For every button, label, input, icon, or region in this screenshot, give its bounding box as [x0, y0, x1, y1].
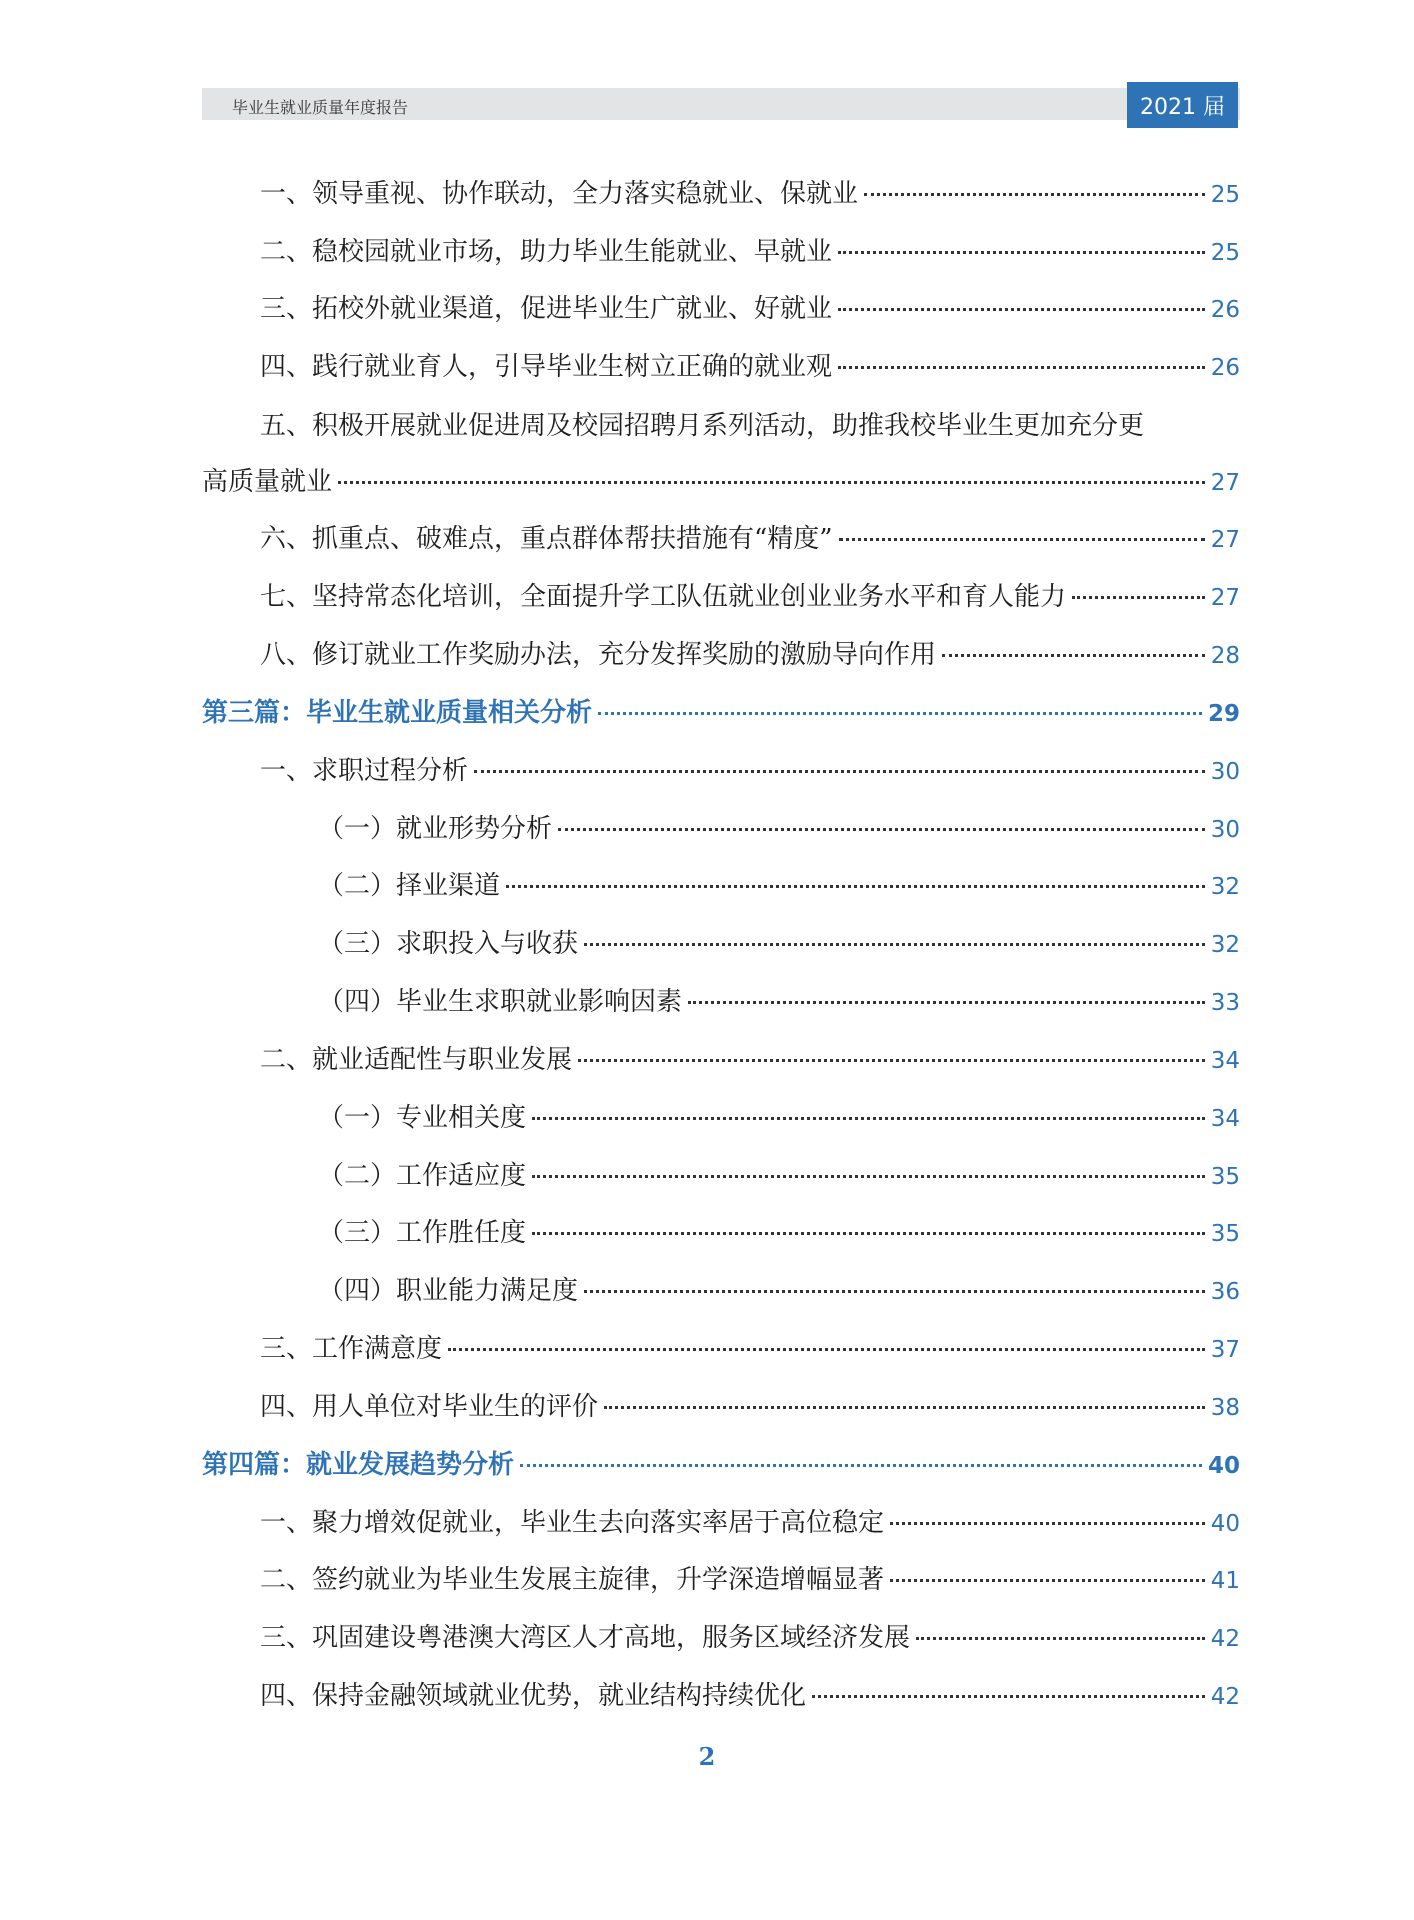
toc-entry[interactable]: [318, 1158, 1240, 1196]
toc-entry-page: 32: [1210, 874, 1240, 900]
toc-entry-title: 八、修订就业工作奖励办法，充分发挥奖励的激励导向作用: [260, 640, 937, 670]
toc-entry[interactable]: [318, 1273, 1240, 1311]
toc-entry[interactable]: [260, 1505, 1240, 1543]
toc-entry-title: （二）择业渠道: [318, 871, 501, 901]
toc-leader-dots: [506, 885, 1205, 888]
toc-entry-title: 四、用人单位对毕业生的评价: [260, 1392, 599, 1422]
toc-entry[interactable]: [260, 1562, 1240, 1600]
toc-entry[interactable]: [260, 349, 1240, 387]
toc-leader-dots: [688, 1001, 1205, 1004]
toc-leader-dots: [532, 1117, 1205, 1120]
toc-entry-title: 三、拓校外就业渠道，促进毕业生广就业、好就业: [260, 294, 833, 324]
toc-entry-title: 一、领导重视、协作联动，全力落实稳就业、保就业: [260, 179, 859, 209]
toc-entry-page: 27: [1210, 527, 1240, 553]
toc-leader-dots: [890, 1522, 1205, 1525]
toc-leader-dots: [890, 1579, 1205, 1582]
toc-entry-title: 三、巩固建设粤港澳大湾区人才高地，服务区域经济发展: [260, 1623, 911, 1653]
toc-entry[interactable]: [260, 176, 1240, 214]
toc-entry[interactable]: [260, 1678, 1240, 1716]
header-title: 毕业生就业质量年度报告: [232, 98, 409, 117]
toc-entry[interactable]: [318, 1100, 1240, 1138]
toc-entry-page: 35: [1210, 1221, 1240, 1247]
toc-entry-page: 30: [1210, 817, 1240, 843]
toc-entry[interactable]: [260, 1331, 1240, 1369]
toc-entry-page: 34: [1210, 1106, 1240, 1132]
toc-entry-page: 36: [1210, 1279, 1240, 1305]
toc-leader-dots: [864, 193, 1205, 196]
toc-leader-dots: [942, 654, 1205, 657]
toc-leader-dots: [532, 1175, 1205, 1178]
toc-entry-title: 高质量就业: [202, 467, 333, 497]
toc-entry-title: （四）职业能力满足度: [318, 1276, 579, 1306]
toc-leader-dots: [338, 481, 1205, 484]
toc-leader-dots: [838, 308, 1205, 311]
toc-entry-page: 34: [1210, 1048, 1240, 1074]
toc-entry-title: 第四篇：就业发展趋势分析: [202, 1450, 515, 1480]
toc-entry[interactable]: [260, 579, 1240, 617]
toc-entry-page: 26: [1210, 355, 1240, 381]
toc-leader-dots: [838, 251, 1205, 254]
toc-entry-title: （三）求职投入与收获: [318, 929, 579, 959]
toc-entry-title: 二、签约就业为毕业生发展主旋律，升学深造增幅显著: [260, 1565, 885, 1595]
toc-entry-title: （一）就业形势分析: [318, 814, 553, 844]
toc-entry-title: 一、聚力增效促就业，毕业生去向落实率居于高位稳定: [260, 1508, 885, 1538]
toc-part-heading[interactable]: [202, 1447, 1240, 1485]
toc-entry-title: 一、求职过程分析: [260, 756, 469, 786]
toc-leader-dots: [584, 943, 1205, 946]
toc-entry-page: 42: [1210, 1684, 1240, 1710]
toc-entry[interactable]: [260, 1389, 1240, 1427]
toc-leader-dots: [604, 1406, 1205, 1409]
year-badge: 2021 届: [1127, 82, 1238, 128]
toc-entry-page: 35: [1210, 1164, 1240, 1190]
toc-leader-dots: [916, 1637, 1205, 1640]
toc-entry-page: 38: [1210, 1395, 1240, 1421]
toc-entry[interactable]: [260, 637, 1240, 675]
toc-entry[interactable]: [260, 1620, 1240, 1658]
toc-entry-title: 七、坚持常态化培训，全面提升学工队伍就业创业业务水平和育人能力: [260, 582, 1067, 612]
toc-entry-page: 42: [1210, 1626, 1240, 1652]
toc-entry-page: 32: [1210, 932, 1240, 958]
toc-entry-title-line1: 五、积极开展就业促进周及校园招聘月系列活动，助推我校毕业生更加充分更: [260, 411, 1145, 441]
toc-leader-dots: [838, 366, 1205, 369]
toc-entry-page: 28: [1210, 643, 1240, 669]
toc-entry[interactable]: [318, 811, 1240, 849]
toc-entry-page: 30: [1210, 759, 1240, 785]
toc-entry-page: 26: [1210, 297, 1240, 323]
toc-entry-title: 四、保持金融领域就业优势，就业结构持续优化: [260, 1681, 807, 1711]
toc-entry-title: （三）工作胜任度: [318, 1218, 527, 1248]
toc-leader-dots: [532, 1232, 1205, 1235]
page-number: 2: [698, 1742, 716, 1771]
toc-leader-dots: [520, 1464, 1202, 1467]
toc-entry-page: 29: [1207, 701, 1240, 727]
toc-leader-dots: [584, 1290, 1205, 1293]
toc-entry[interactable]: [260, 521, 1240, 559]
toc-leader-dots: [448, 1348, 1205, 1351]
toc-entry[interactable]: [260, 753, 1240, 791]
toc-part-heading[interactable]: [202, 695, 1240, 733]
toc-leader-dots: [839, 538, 1205, 541]
toc-entry-page: 25: [1210, 240, 1240, 266]
toc-entry-title: （二）工作适应度: [318, 1161, 527, 1191]
toc-leader-dots: [558, 828, 1205, 831]
toc-entry-page: 27: [1210, 585, 1240, 611]
toc-entry-title: 六、抓重点、破难点，重点群体帮扶措施有“精度”: [260, 524, 833, 554]
toc-entry[interactable]: [318, 1215, 1240, 1253]
toc-entry-title: 四、践行就业育人，引导毕业生树立正确的就业观: [260, 352, 833, 382]
toc-entry[interactable]: [318, 868, 1240, 906]
toc-entry-page: 40: [1207, 1453, 1240, 1479]
toc-entry-title: 三、工作满意度: [260, 1334, 443, 1364]
toc-entry[interactable]: [318, 926, 1240, 964]
toc-entry-title: 第三篇：毕业生就业质量相关分析: [202, 698, 593, 728]
toc-entry-page: 25: [1210, 182, 1240, 208]
toc-leader-dots: [1072, 596, 1205, 599]
toc-leader-dots: [578, 1059, 1205, 1062]
toc-entry[interactable]: [202, 464, 1240, 502]
toc-entry[interactable]: [260, 234, 1240, 272]
toc-entry[interactable]: [260, 1042, 1240, 1080]
toc-leader-dots: [598, 712, 1202, 715]
toc-entry-page: 41: [1210, 1568, 1240, 1594]
toc-leader-dots: [474, 770, 1205, 773]
toc-entry-title: 二、就业适配性与职业发展: [260, 1045, 573, 1075]
toc-entry-page: 33: [1210, 990, 1240, 1016]
toc-entry-page: 27: [1210, 470, 1240, 496]
toc-entry[interactable]: [318, 984, 1240, 1022]
toc-entry-title: 二、稳校园就业市场，助力毕业生能就业、早就业: [260, 237, 833, 267]
toc-entry-page: 37: [1210, 1337, 1240, 1363]
toc-entry-title: （一）专业相关度: [318, 1103, 527, 1133]
toc-entry-title: （四）毕业生求职就业影响因素: [318, 987, 683, 1017]
toc-entry[interactable]: [260, 291, 1240, 329]
toc-leader-dots: [812, 1695, 1205, 1698]
toc-entry-page: 40: [1210, 1511, 1240, 1537]
